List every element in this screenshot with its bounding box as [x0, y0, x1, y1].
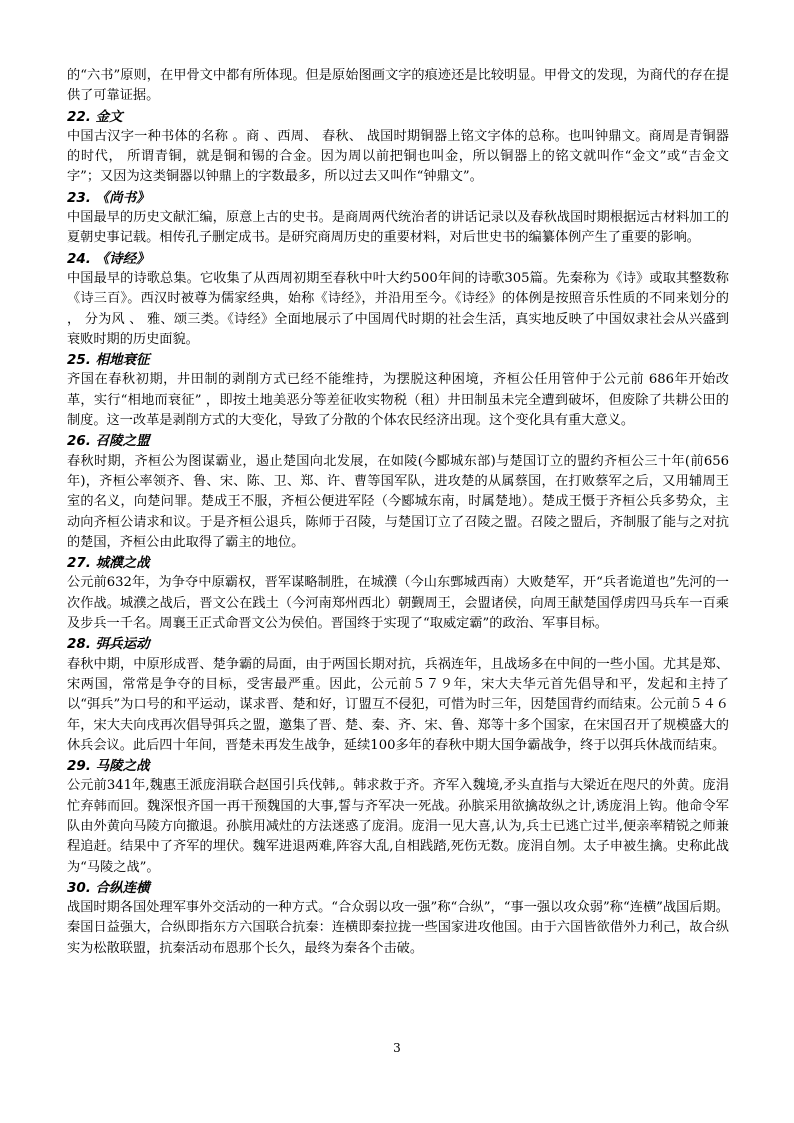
- sections-container: [67, 107, 729, 959]
- section-body: 春秋时期，齐桓公为图谋霸业，遏止楚国向北发展，在如陵(今郾城东部)与楚国订立的盟约齐桓公三十年(前656年)，齐桓公率领齐、鲁、宋、陈、卫、郑、许、曹等国军队，进攻楚的从属蔡国，在打败蔡军之后，又用辅周王室的名义，向楚问罪。楚成王不服，齐桓公便进军陉（今郾城东南，时属楚地）。楚成王慑于齐桓公兵多势众，主动向齐桓公请求和议。于是齐桓公退兵，陈师于召陵，与楚国订立了召陵之盟。召陵之盟后，齐制服了能与之对抗的楚国，齐桓公由此取得了霸主的地位。: [67, 453, 729, 550]
- section-heading: 28. 弭兵运动: [67, 636, 150, 653]
- page-content: [67, 66, 729, 959]
- section-body: 齐国在春秋初期，井田制的剥削方式已经不能维持，为摆脱这种困境，齐桓公任用管仲于公元前 686年开始改革，实行“相地而衰征” ，即按土地美恶分等差征收实物税（租）井田制虽未完全遭到破坏，但废除了共耕公田的制度。这一改革是剥削方式的大变化，导致了分散的个体农民经济出现。这个变化具有重大意义。: [67, 372, 729, 429]
- section-body: 中国最早的历史文献汇编，原意上古的史书。是商周两代统治者的讲话记录以及春秋战国时期根据远古材料加工的夏朝史事记载。相传孔子删定成书。是研究商周历史的重要材料，对后世史书的编纂体例产生了重要的影响。: [67, 210, 729, 246]
- section-heading: 29. 马陵之战: [67, 758, 150, 775]
- section-body: 春秋中期，中原形成晋、楚争霸的局面，由于两国长期对抗，兵祸连年，且战场多在中间的一些小国。尤其是郑、宋两国，常常是争夺的目标，受害最严重。因此，公元前５７９年，宋大夫华元首先倡导和平，发起和主持了以“弭兵”为口号的和平运动，谋求晋、楚和好，订盟互不侵犯，可惜为时三年，因楚国背约而结束。公元前５４６年，宋大夫向戌再次倡导弭兵之盟，邀集了晋、楚、秦、齐、宋、鲁、郑等十多个国家，在宋国召开了规模盛大的休兵会议。此后四十年间，晋楚未再发生战争，延续100多年的春秋中期大国争霸战争，终于以弭兵休战而结束。: [67, 656, 729, 753]
- section-heading: 26. 召陵之盟: [67, 433, 150, 450]
- section-heading: 22. 金文: [67, 108, 123, 125]
- section-body: 战国时期各国处理军事外交活动的一种方式。“合众弱以攻一强”称“合纵”，“事一强以攻众弱”称“连横”战国后期。秦国日益强大，合纵即指东方六国联合抗秦：连横即秦拉拢一些国家进攻他国。由于六国皆欲借外力利己，故合纵实为松散联盟，抗秦活动布恩那个长久，最终为秦各个击破。: [67, 900, 729, 956]
- section-heading: 30. 合纵连横: [67, 879, 150, 896]
- section-body: 公元前341年,魏惠王派庞涓联合赵国引兵伐韩,。韩求救于齐。齐军入魏境,矛头直指与大梁近在咫尺的外黄。庞涓忙弃韩而回。魏深恨齐国一再干预魏国的大事,誓与齐军决一死战。孙膑采用欲擒故纵之计,诱庞涓上钩。他命令军队由外黄向马陵方向撤退。孙膑用减灶的方法迷惑了庞涓。庞涓一见大喜,认为,兵士已逃亡过半,便亲率精锐之师兼程追赶。结果中了齐军的埋伏。魏军进退两难,阵容大乱,自相践踏,死伤无数。庞涓自刎。太子申被生擒。史称此战为“马陵之战”。: [67, 778, 729, 875]
- section-heading: 27. 城濮之战: [67, 555, 150, 572]
- section-heading: 24. 《诗经》: [67, 250, 150, 267]
- intro-paragraph: 的“六书”原则，在甲骨文中都有所体现。但是原始图画文字的痕迹还是比较明显。甲骨文的发现，为商代的存在提供了可靠证据。: [67, 68, 729, 104]
- section-heading: 25. 相地衰征: [67, 352, 150, 369]
- section-body: 公元前632年，为争夺中原霸权，晋军谋略制胜，在城濮（今山东鄄城西南）大败楚军，开“兵者诡道也”先河的一次作战。城濮之战后，晋文公在践土（今河南郑州西北）朝觐周王，会盟诸侯，向周王献楚国俘虏四马兵车一百乘及步兵一千名。周襄王正式命晋文公为侯伯。晋国终于实现了“取威定霸”的政治、军事目标。: [67, 575, 729, 632]
- section-body: 中国古汉字一种书体的名称 。商 、西周、 春秋、 战国时期铜器上铭文字体的总称。也叫钟鼎文。商周是青铜器的时代， 所谓青铜，就是铜和锡的合金。因为周以前把铜也叫金，所以铜器上的铭文就叫作“金文”或“吉金文字”；又因为这类铜器以钟鼎上的字数最多，所以过去又叫作“钟鼎文”。: [67, 128, 729, 185]
- section-heading: 23. 《尚书》: [67, 189, 150, 206]
- page-number: 3: [393, 1041, 401, 1055]
- section-body: 中国最早的诗歌总集。它收集了从西周初期至春秋中叶大约500年间的诗歌305篇。先秦称为《诗》或取其整数称《诗三百》。西汉时被尊为儒家经典，始称《诗经》，并沿用至今。《诗经》的体例是按照音乐性质的不同来划分的 ， 分为风 、 雅、颂三类。《诗经》全面地展示了中国周代时期的社会生活，真实地反映了中国奴隶社会从兴盛到衰败时期的历史面貌。: [67, 270, 729, 347]
